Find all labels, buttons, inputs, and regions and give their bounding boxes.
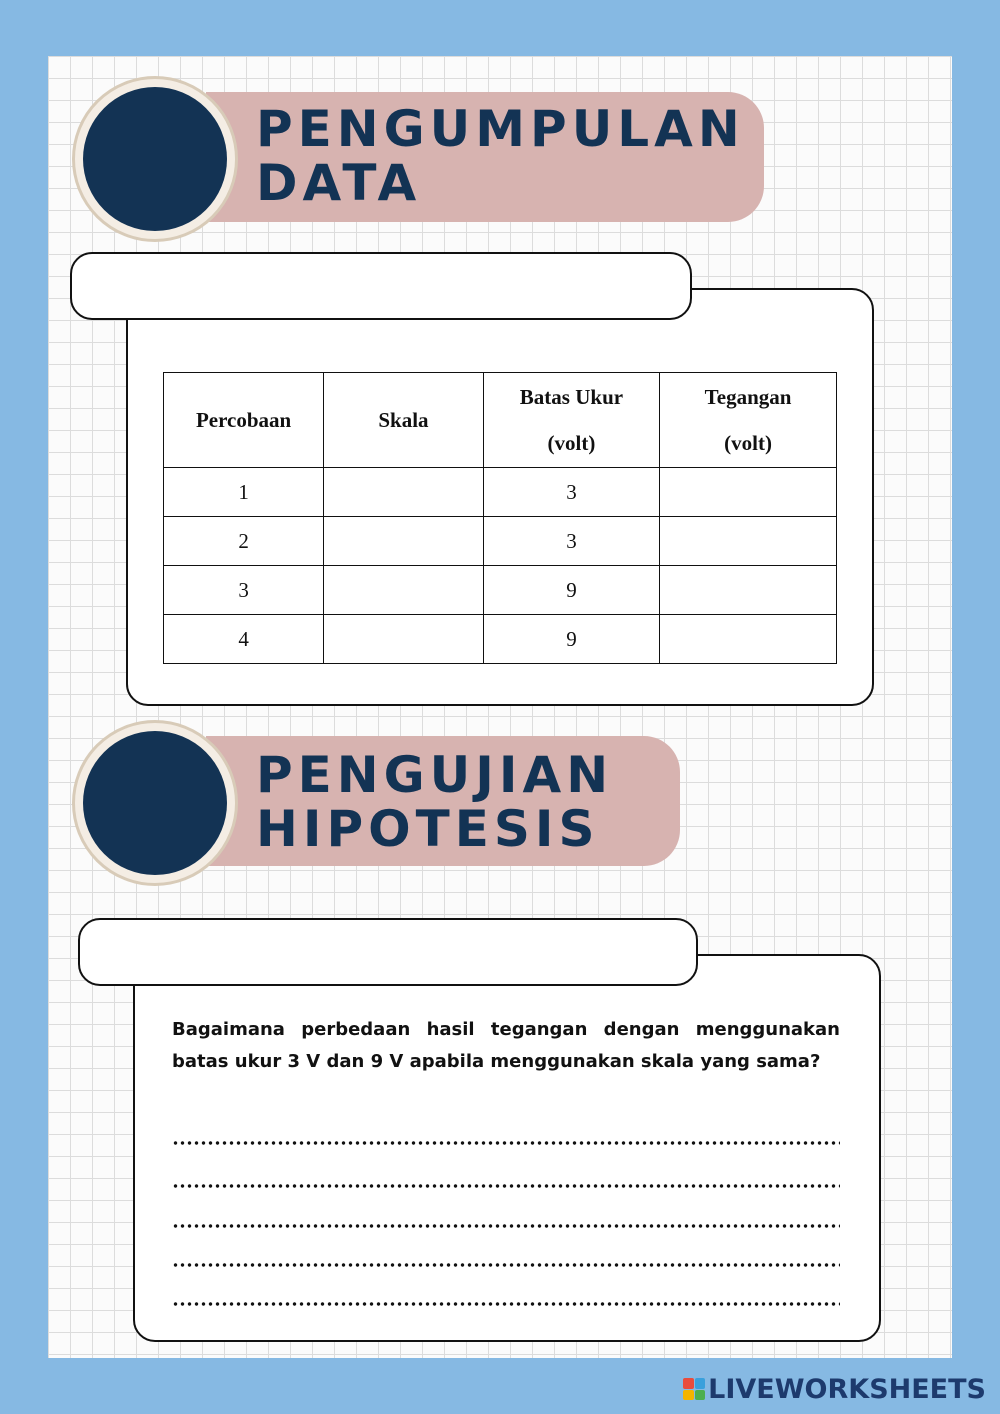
cell-tegangan-input[interactable] xyxy=(660,517,837,566)
cell-skala-input[interactable] xyxy=(324,468,484,517)
section1-title xyxy=(256,102,745,210)
cell-batas-ukur: 9 xyxy=(483,615,659,664)
header-tegangan: Tegangan (volt) xyxy=(660,373,837,468)
section2-title-line1: PENGUJIAN xyxy=(256,746,614,804)
cell-percobaan: 2 xyxy=(164,517,324,566)
section2-title xyxy=(256,748,613,856)
table-header-row xyxy=(164,373,837,468)
section2-circle-fill xyxy=(83,731,227,875)
hypothesis-card xyxy=(133,954,881,1342)
cell-batas-ukur: 3 xyxy=(483,517,659,566)
section1-title-line1: PENGUMPULAN xyxy=(256,100,745,158)
cell-skala-input[interactable] xyxy=(324,566,484,615)
hypothesis-card-label-field[interactable] xyxy=(78,918,698,986)
cell-percobaan: 3 xyxy=(164,566,324,615)
cell-tegangan-input[interactable] xyxy=(660,615,837,664)
data-table xyxy=(163,372,837,664)
header-batas-ukur: Batas Ukur (volt) xyxy=(483,373,659,468)
section1-circle-icon xyxy=(72,76,238,242)
cell-skala-input[interactable] xyxy=(324,517,484,566)
data-card-label-field[interactable] xyxy=(70,252,692,320)
section1-circle-fill xyxy=(83,87,227,231)
hypothesis-question: Bagaimana perbedaan hasil tegangan dengan menggunakan batas ukur 3 V dan 9 V apabila menggunakan skala yang sama? xyxy=(172,1019,840,1072)
table-row xyxy=(164,517,837,566)
answer-line-3[interactable] xyxy=(172,1224,840,1228)
answer-line-5[interactable] xyxy=(172,1302,840,1306)
table-row xyxy=(164,615,837,664)
header-percobaan: Percobaan xyxy=(164,373,324,468)
liveworksheets-logo-icon xyxy=(683,1378,705,1400)
header-skala: Skala xyxy=(324,373,484,468)
cell-percobaan: 1 xyxy=(164,468,324,517)
cell-percobaan: 4 xyxy=(164,615,324,664)
table-row xyxy=(164,566,837,615)
section1-title-line2: DATA xyxy=(256,154,422,212)
answer-line-2[interactable] xyxy=(172,1184,840,1188)
cell-skala-input[interactable] xyxy=(324,615,484,664)
section2-title-line2: HIPOTESIS xyxy=(256,800,600,858)
answer-line-1[interactable] xyxy=(172,1141,840,1145)
cell-batas-ukur: 3 xyxy=(483,468,659,517)
brand-name: LIVEWORKSHEETS xyxy=(708,1373,986,1405)
section2-circle-icon xyxy=(72,720,238,886)
cell-tegangan-input[interactable] xyxy=(660,468,837,517)
answer-line-4[interactable] xyxy=(172,1263,840,1267)
table-row xyxy=(164,468,837,517)
cell-tegangan-input[interactable] xyxy=(660,566,837,615)
cell-batas-ukur: 9 xyxy=(483,566,659,615)
liveworksheets-brand[interactable] xyxy=(683,1374,986,1404)
